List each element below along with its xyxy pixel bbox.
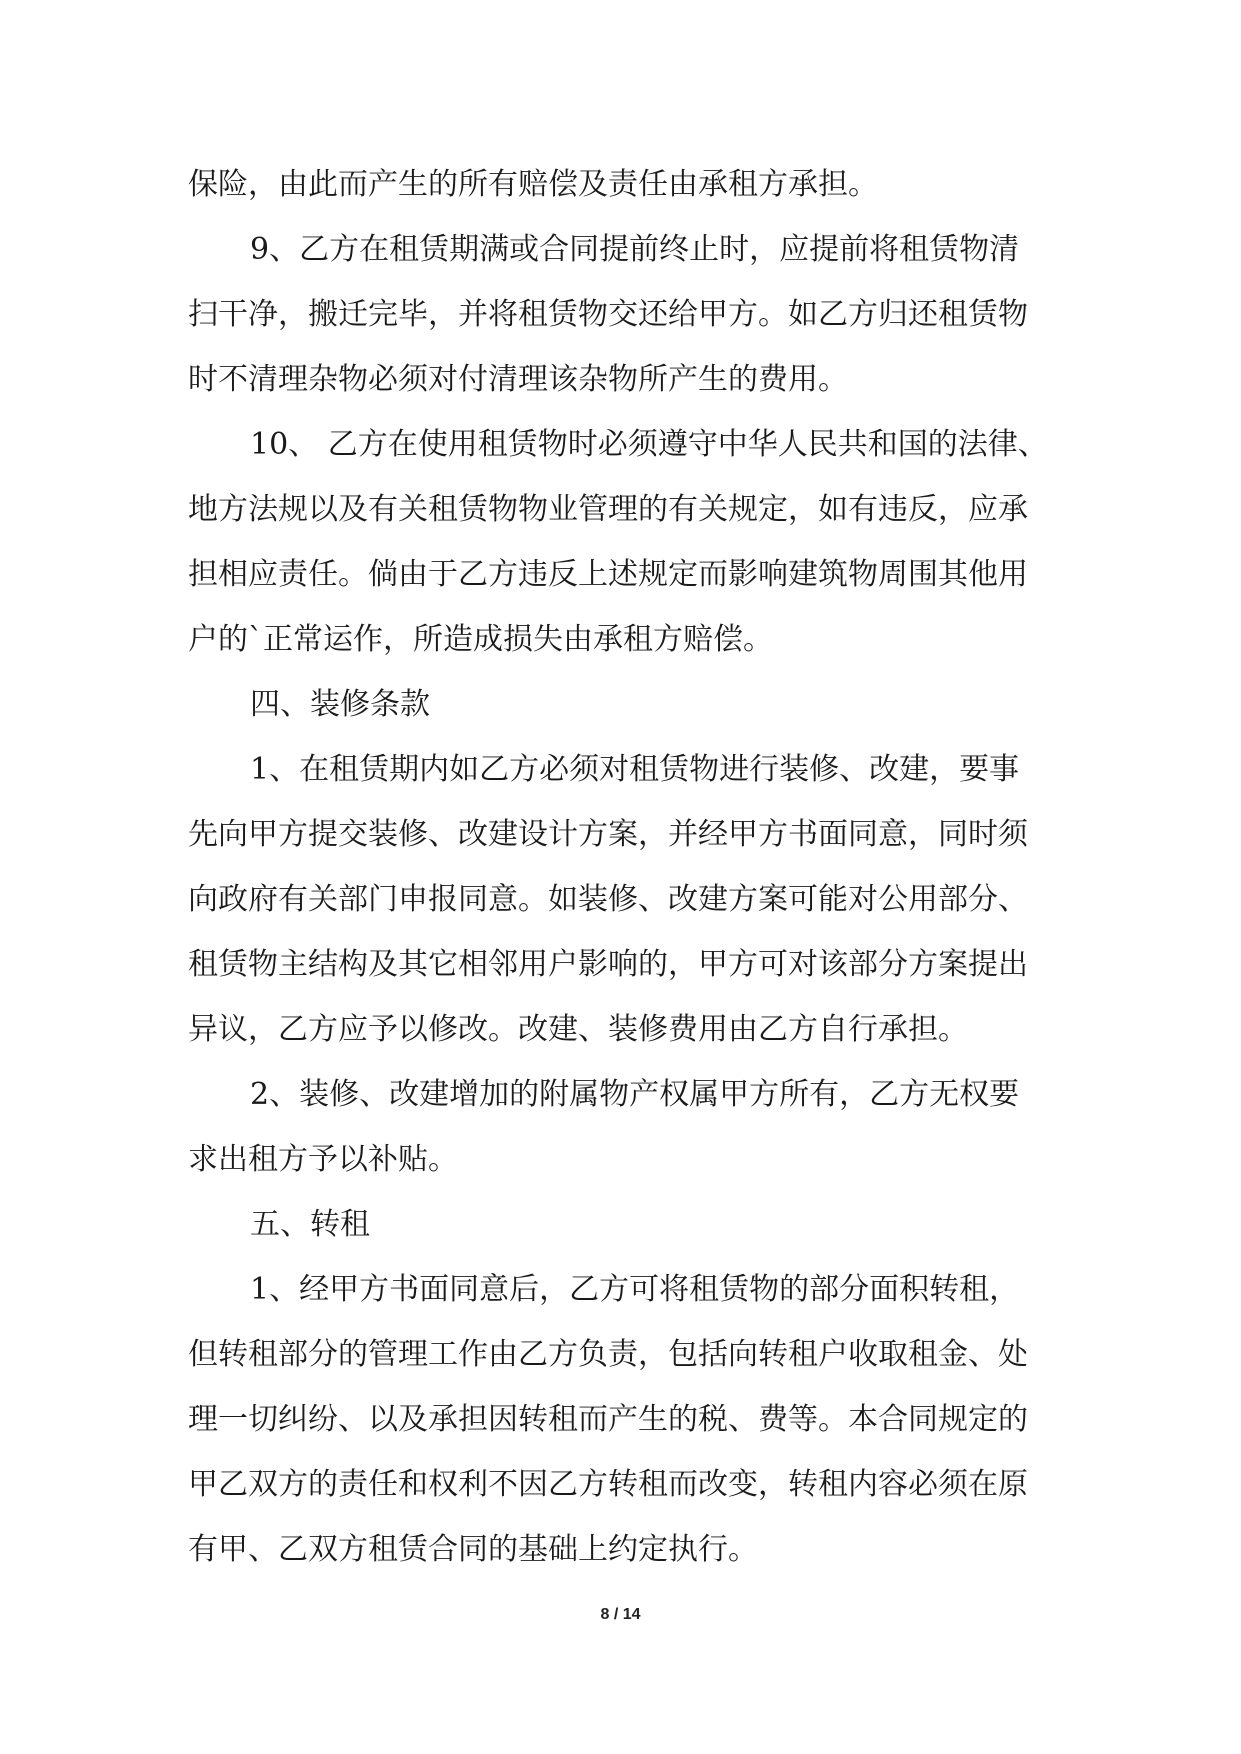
text-line: 10、 乙方在使用租赁物时必须遵守中华人民共和国的法律、 (250, 427, 1048, 462)
text-line: 向政府有关部门申报同意。如装修、改建方案可能对公用部分、 (188, 882, 1028, 917)
text-line: 理一切纠纷、以及承担因转租而产生的税、费等。本合同规定的 (188, 1402, 1028, 1437)
text-line: 9、乙方在租赁期满或合同提前终止时，应提前将租赁物清 (250, 232, 1020, 267)
text-line: 2、装修、改建增加的附属物产权属甲方所有，乙方无权要 (250, 1077, 1020, 1112)
text-line: 四、装修条款 (250, 687, 430, 722)
document-body (188, 152, 1068, 1582)
text-line: 保险，由此而产生的所有赔偿及责任由承租方承担。 (188, 167, 878, 202)
text-line: 1、经甲方书面同意后，乙方可将租赁物的部分面积转租， (250, 1272, 1020, 1307)
text-line: 地方法规以及有关租赁物物业管理的有关规定，如有违反，应承 (188, 492, 1028, 527)
text-line: 有甲、乙双方租赁合同的基础上约定执行。 (188, 1532, 758, 1567)
text-line: 1、在租赁期内如乙方必须对租赁物进行装修、改建，要事 (250, 752, 1020, 787)
page-number: 8 / 14 (600, 1606, 641, 1623)
text-line: 户的`正常运作，所造成损失由承租方赔偿。 (188, 622, 773, 657)
text-line: 求出租方予以补贴。 (188, 1142, 458, 1177)
text-line: 扫干净，搬迁完毕，并将租赁物交还给甲方。如乙方归还租赁物 (188, 297, 1028, 332)
text-line: 先向甲方提交装修、改建设计方案，并经甲方书面同意，同时须 (188, 817, 1028, 852)
text-line: 时不清理杂物必须对付清理该杂物所产生的费用。 (188, 362, 848, 397)
text-line: 异议，乙方应予以修改。改建、装修费用由乙方自行承担。 (188, 1012, 968, 1047)
text-line: 五、转租 (250, 1207, 370, 1242)
text-line: 但转租部分的管理工作由乙方负责，包括向转租户收取租金、处 (188, 1337, 1028, 1372)
text-line: 甲乙双方的责任和权利不因乙方转租而改变，转租内容必须在原 (188, 1467, 1028, 1502)
text-line: 租赁物主结构及其它相邻用户影响的，甲方可对该部分方案提出 (188, 947, 1028, 982)
text-line: 担相应责任。倘由于乙方违反上述规定而影响建筑物周围其他用 (188, 557, 1028, 592)
